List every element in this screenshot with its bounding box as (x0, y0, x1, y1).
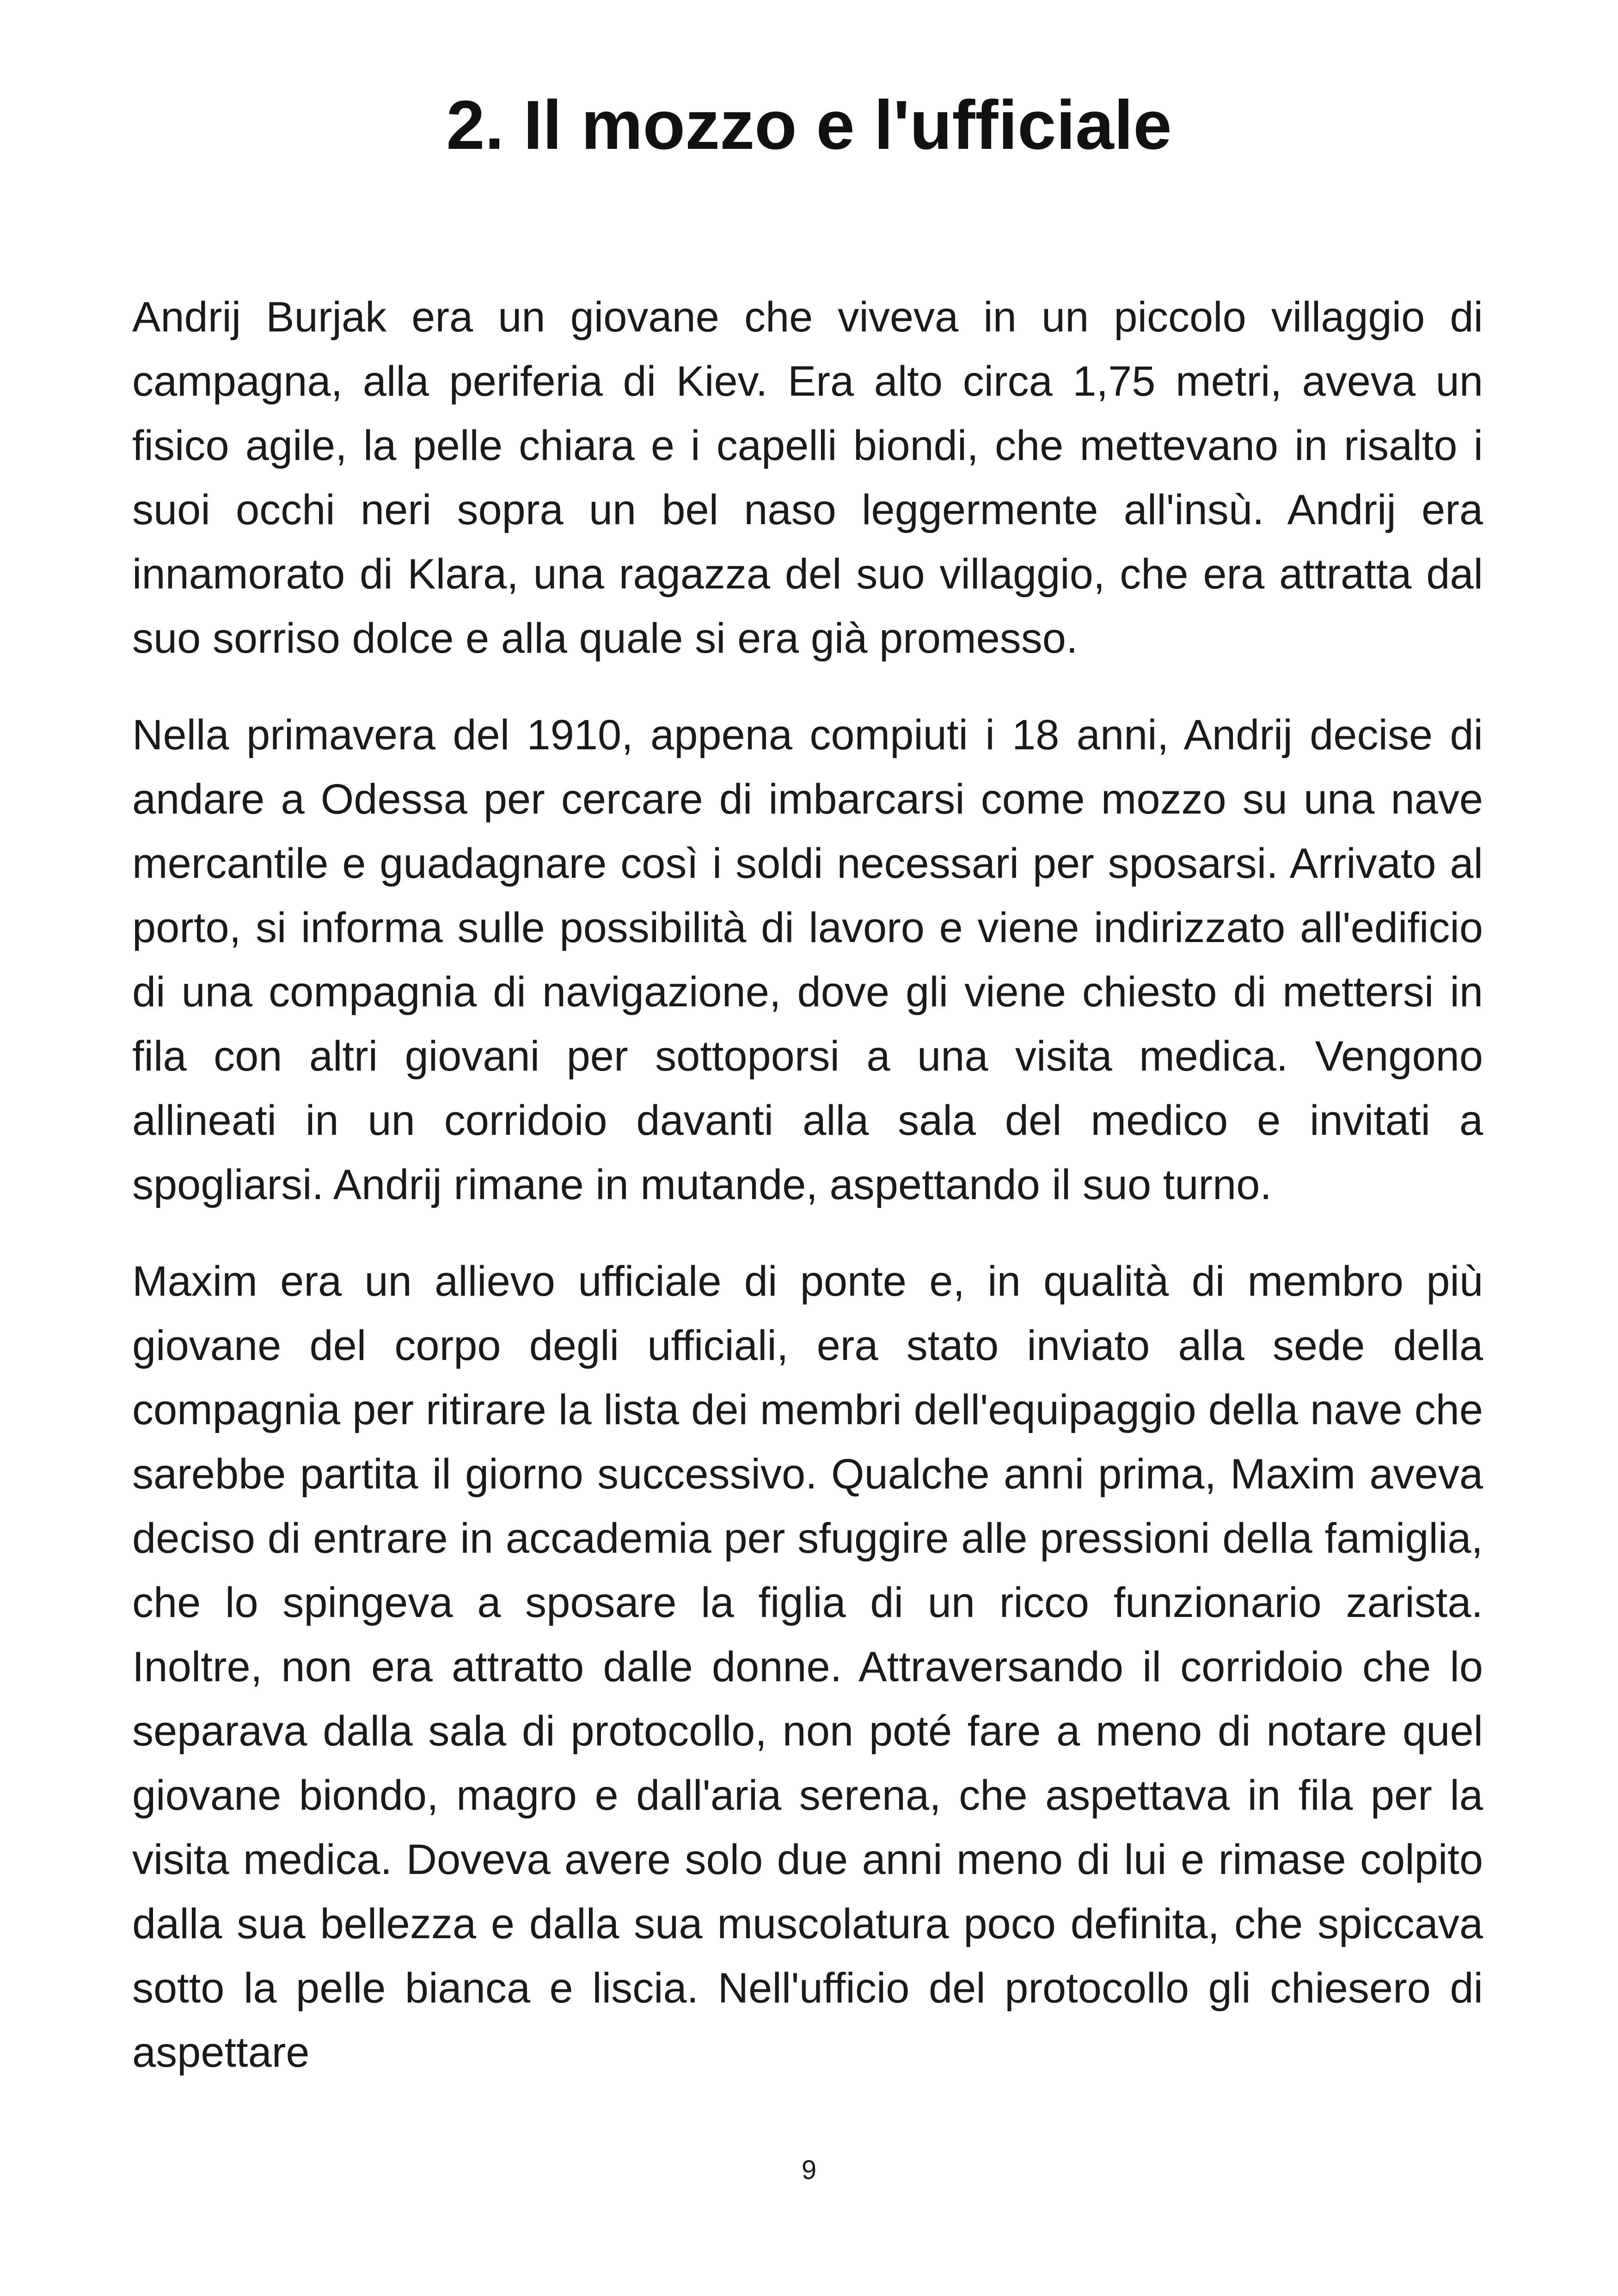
chapter-title: 2. Il mozzo e l'ufficiale (446, 86, 1172, 164)
paragraph-1: Andrij Burjak era un giovane che viveva in un piccolo villaggio di campagna, alla periferia di Kiev. Era alto circa 1,75 metri, aveva un fisico agile, la pelle chiara e i capelli biondi, che mettevano in risalto i suoi occhi neri sopra un bel naso leggermente all'insù. Andrij era innamorato di Klara, una ragazza del suo villaggio, che era attratta dal suo sorriso dolce e alla quale si era già promesso. (132, 294, 1483, 662)
page-number: 9 (801, 2155, 817, 2185)
body-text (132, 285, 1483, 2117)
paragraph-2: Nella primavera del 1910, appena compiuti i 18 anni, Andrij decise di andare a Odessa per cercare di imbarcarsi come mozzo su una nave mercantile e guadagnare così i soldi necessari per sposarsi. Arrivato al porto, si informa sulle possibilità di lavoro e viene indirizzato all'edificio di una compagnia di navigazione, dove gli viene chiesto di mettersi in fila con altri giovani per sottoporsi a una visita medica. Vengono allineati in un corridoio davanti alla sala del medico e invitati a spogliarsi. Andrij rimane in mutande, aspettando il suo turno. (132, 711, 1483, 1208)
paragraph-3: Maxim era un allievo ufficiale di ponte e, in qualità di membro più giovane del corpo degli ufficiali, era stato inviato alla sede della compagnia per ritirare la lista dei membri dell'equipaggio della nave che sarebbe partita il giorno successivo. Qualche anni prima, Maxim aveva deciso di entrare in accademia per sfuggire alle pressioni della famiglia, che lo spingeva a sposare la figlia di un ricco funzionario zarista. Inoltre, non era attratto dalle donne. Attraversando il corridoio che lo separava dalla sala di protocollo, non poté fare a meno di notare quel giovane biondo, magro e dall'aria serena, che aspettava in fila per la visita medica. Doveva avere solo due anni meno di lui e rimase colpito dalla sua bellezza e dalla sua muscolatura poco definita, che spiccava sotto la pelle bianca e liscia. Nell'ufficio del protocollo gli chiesero di aspettare (132, 1258, 1483, 2076)
